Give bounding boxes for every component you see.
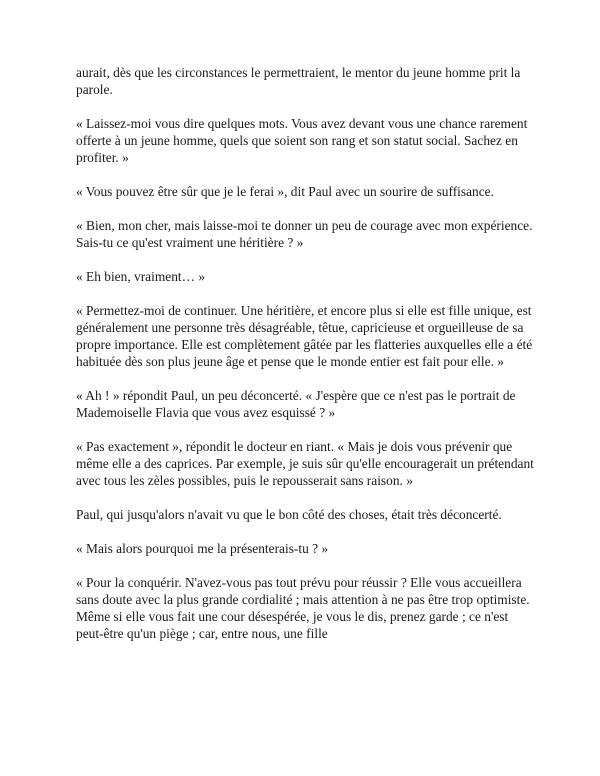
paragraph: « Pas exactement », répondit le docteur en riant. « Mais je dois vous prévenir que même elle a des caprices. Par exemple, je suis sûr qu'elle encouragerait un prétendant avec tous les zèles possibles, puis le repousserait sans raison. »: [76, 439, 534, 488]
paragraph: « Mais alors pourquoi me la présenterais-tu ? »: [76, 541, 329, 556]
paragraph: « Ah ! » répondit Paul, un peu déconcerté. « J'espère que ce n'est pas le portrait de Mademoiselle Flavia que vous avez esquissé ? »: [76, 388, 516, 420]
paragraph: « Permettez-moi de continuer. Une héritière, et encore plus si elle est fille unique, est généralement une personne très désagréable, têtue, capricieuse et orgueilleuse de sa propre importance. Elle est complètement gâtée par les flatteries auxquelles elle a été habituée dès son plus jeune âge et pense que le monde entier est fait pour elle. »: [76, 303, 533, 369]
paragraph: « Vous pouvez être sûr que je le ferai », dit Paul avec un sourire de suffisance.: [76, 184, 494, 199]
paragraph: aurait, dès que les circonstances le permettraient, le mentor du jeune homme prit la parole.: [76, 65, 521, 97]
paragraph: « Laissez-moi vous dire quelques mots. Vous avez devant vous une chance rarement offerte à un jeune homme, quels que soient son rang et son statut social. Sachez en profiter. »: [76, 116, 528, 165]
paragraph: Paul, qui jusqu'alors n'avait vu que le bon côté des choses, était très déconcerté.: [76, 507, 502, 522]
document-page: [76, 64, 538, 659]
paragraph: « Pour la conquérir. N'avez-vous pas tout prévu pour réussir ? Elle vous accueillera sans doute avec la plus grande cordialité ; mais attention à ne pas être trop optimiste. Même si elle vous fait une cour désespérée, je vous le dis, prenez garde ; ce n'est peut-être qu'un piège ; car, entre nous, une fille: [76, 575, 530, 641]
paragraph: « Eh bien, vraiment… »: [76, 269, 206, 284]
paragraph: « Bien, mon cher, mais laisse-moi te donner un peu de courage avec mon expérience. Sais-tu ce qu'est vraiment une héritière ? »: [76, 218, 533, 250]
